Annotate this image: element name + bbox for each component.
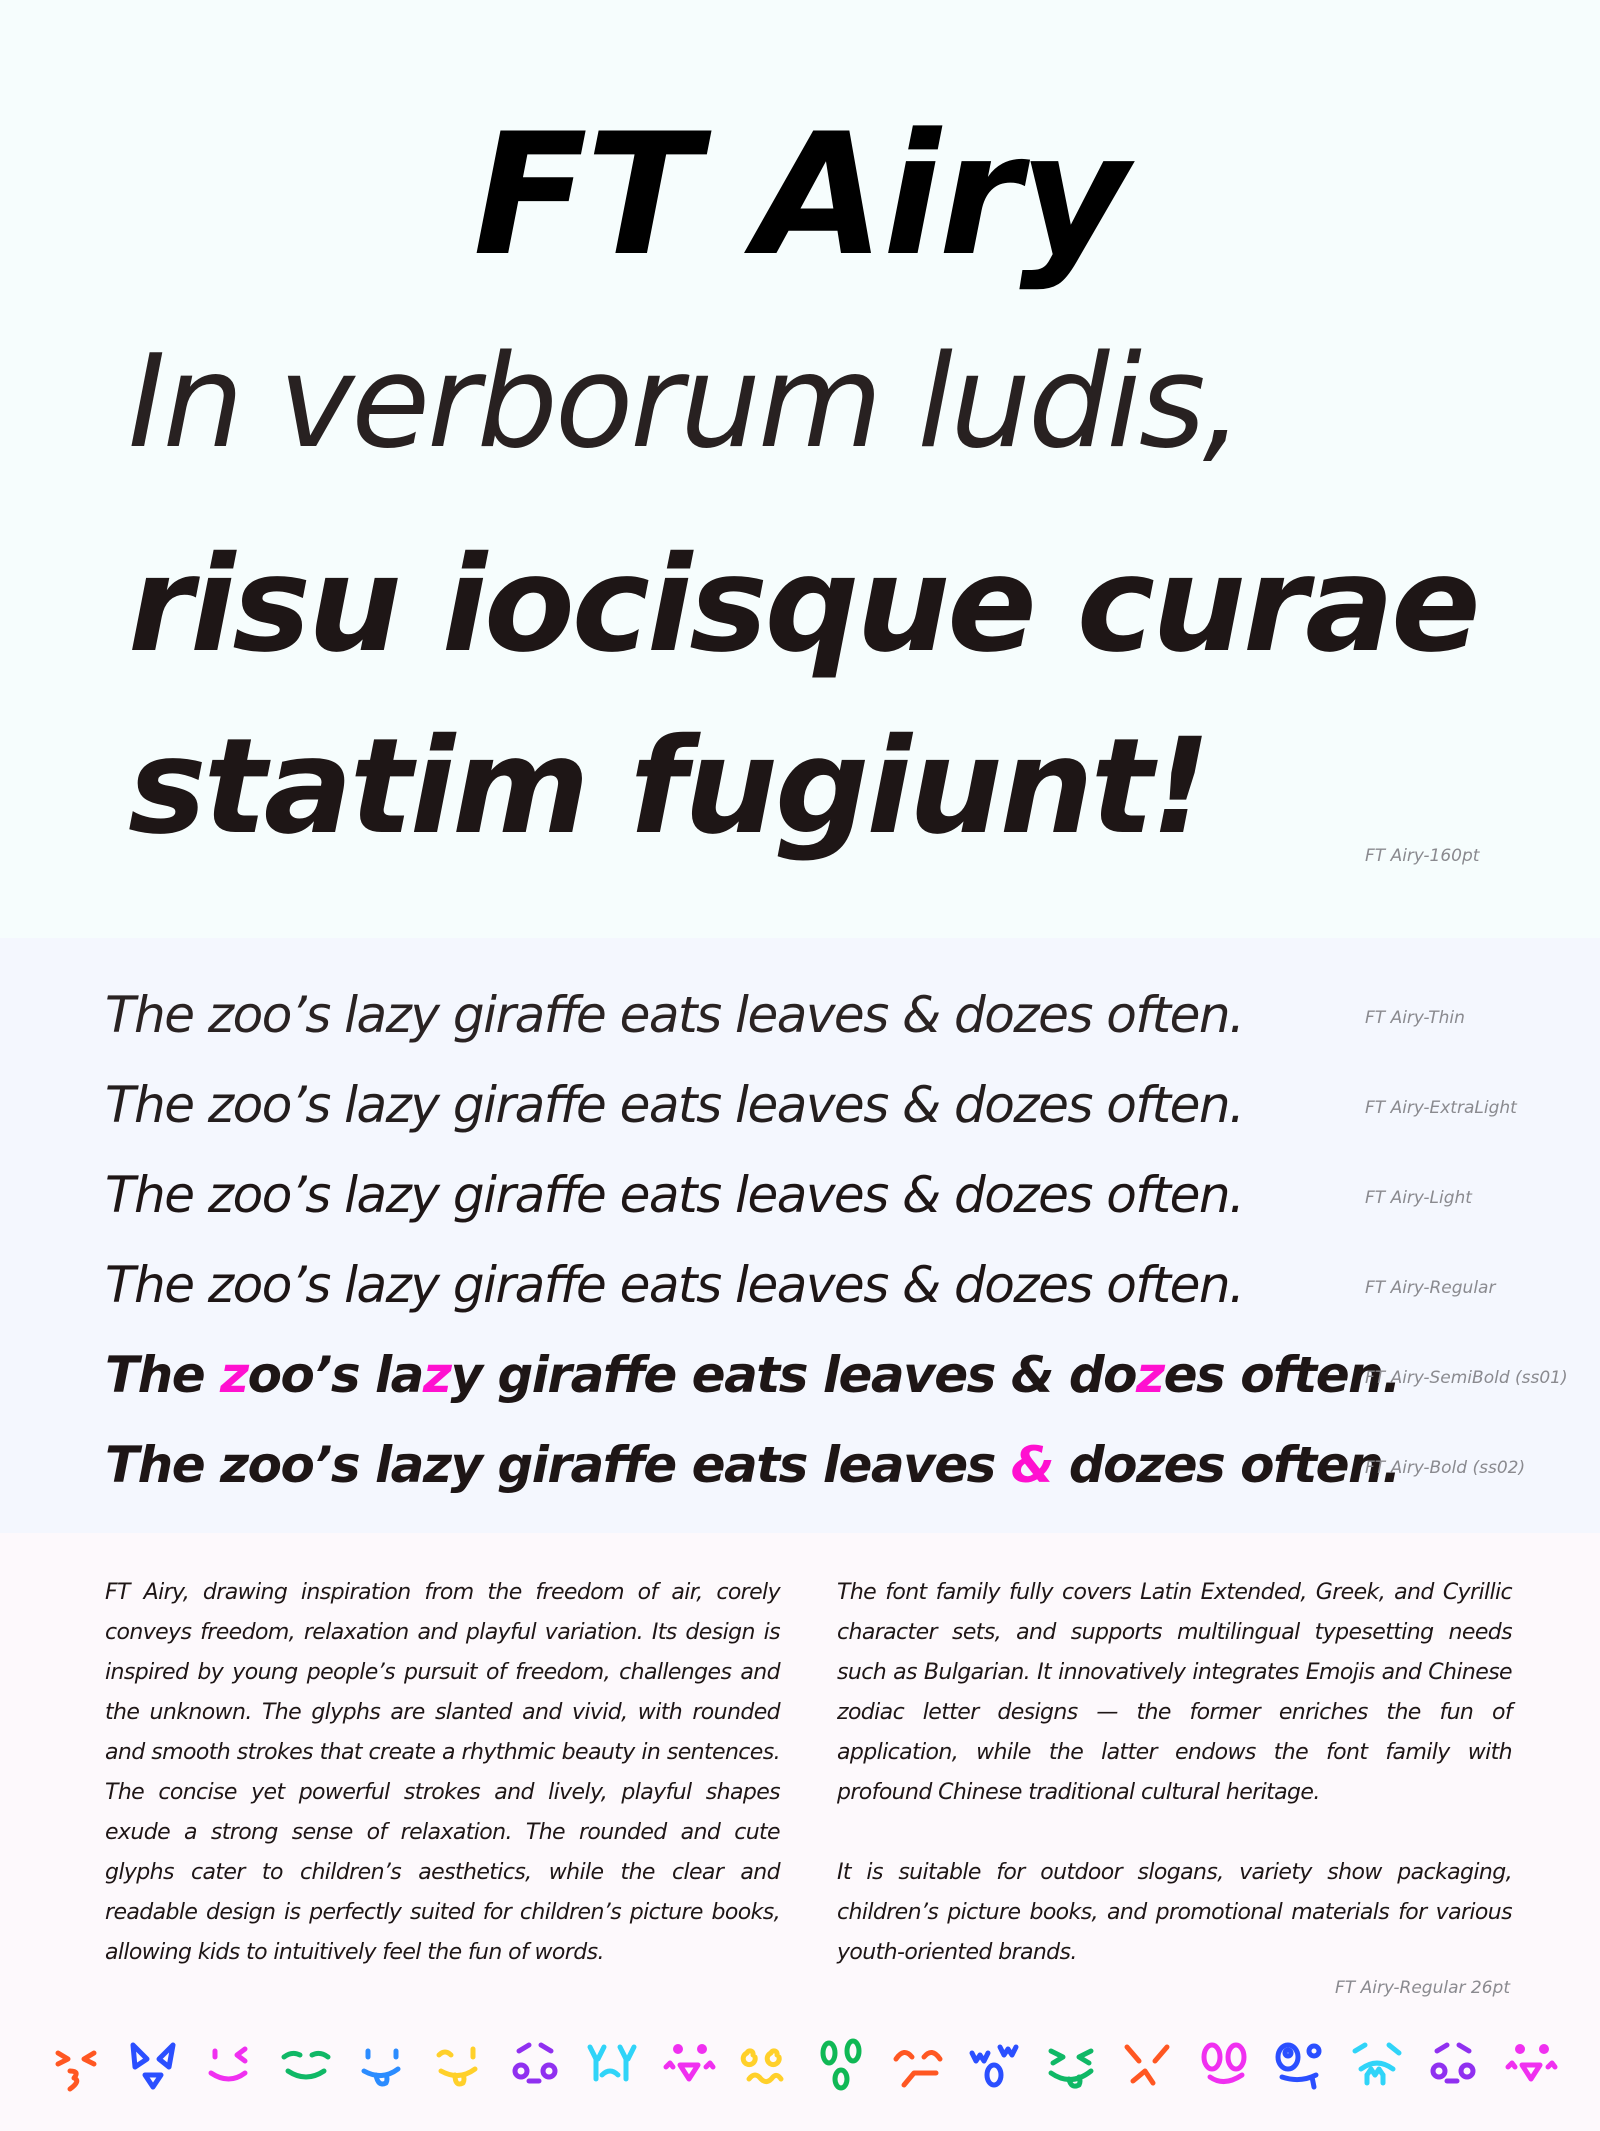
- angry-face-icon: [1119, 2037, 1175, 2093]
- body-column-right: [837, 1573, 1512, 2013]
- display-line-bold-2: statim fugiunt!: [128, 710, 1208, 864]
- cat-triangle-face-icon: [125, 2037, 181, 2093]
- tongue-out-face-icon: [354, 2037, 410, 2093]
- cat-smile-face-icon: [660, 2037, 716, 2093]
- skeptical-face-icon: [507, 2037, 563, 2093]
- tongue-out-happy-face-icon: [431, 2037, 487, 2093]
- text-part: oo’s la: [247, 1346, 423, 1404]
- text-part: es often.: [1163, 1346, 1400, 1404]
- weight-sample-regular: The zoo’s lazy giraffe eats leaves & dozes often.: [105, 1256, 1244, 1314]
- grumpy-face-icon: [1349, 2037, 1405, 2093]
- weight-label-extralight: FT Airy-ExtraLight: [1365, 1098, 1517, 1118]
- weight-label-semibold: FT Airy-SemiBold (ss01): [1365, 1368, 1568, 1388]
- weight-sample-extralight: The zoo’s lazy giraffe eats leaves & dozes often.: [105, 1076, 1244, 1134]
- content-smile-face-icon: [278, 2037, 334, 2093]
- weight-sample-light: The zoo’s lazy giraffe eats leaves & dozes often.: [105, 1166, 1244, 1224]
- smug-face-icon: [890, 2037, 946, 2093]
- highlighted-glyph: z: [220, 1346, 248, 1404]
- highlighted-glyph: z: [1136, 1346, 1164, 1404]
- wink-smile-face-icon: [201, 2037, 257, 2093]
- body-size-label: FT Airy-Regular 26pt: [1335, 1978, 1510, 1998]
- surprised-face-icon: [813, 2037, 869, 2093]
- text-part: The zoo’s lazy giraffe eats leaves: [105, 1436, 1011, 1494]
- wow-face-icon: [966, 2037, 1022, 2093]
- weight-label-light: FT Airy-Light: [1365, 1188, 1472, 1208]
- text-part: dozes often.: [1052, 1436, 1400, 1494]
- highlighted-glyph: z: [422, 1346, 451, 1404]
- dizzy-face-icon: [737, 2037, 793, 2093]
- skeptical-face-icon: [1425, 2037, 1481, 2093]
- text-part: y giraffe eats leaves & do: [450, 1346, 1136, 1404]
- weight-sample-thin: The zoo’s lazy giraffe eats leaves & dozes often.: [105, 986, 1244, 1044]
- emoji-row: [48, 2030, 1558, 2100]
- weight-sample-bold: [105, 1435, 1400, 1495]
- body-column-left: [105, 1573, 780, 2013]
- text-part: The: [105, 1346, 221, 1404]
- big-eyes-smile-face-icon: [1196, 2037, 1252, 2093]
- weight-label-regular: FT Airy-Regular: [1365, 1278, 1496, 1298]
- goofy-face-icon: [1272, 2037, 1328, 2093]
- body-paragraph: It is suitable for outdoor slogans, variety show packaging, children’s picture books, and promotional materials for various youth-oriented brands.: [837, 1860, 1512, 1965]
- kiss-face-icon: [48, 2037, 104, 2093]
- weight-label-bold: FT Airy-Bold (ss02): [1365, 1458, 1526, 1478]
- display-size-label: FT Airy-160pt: [1365, 846, 1480, 866]
- display-line-thin: In verborum ludis,: [128, 328, 1241, 477]
- body-paragraph: The font family fully covers Latin Extended, Greek, and Cyrillic character sets, and supports multilingual typesetting needs such as Bulgarian. It innovatively integrates Emojis and Chinese zodiac letter designs — the former enriches the fun of application, while the latter endows the font family with profound Chinese traditional cultural heritage.: [837, 1580, 1512, 1805]
- display-line-bold-1: risu iocisque curae: [128, 528, 1478, 682]
- weight-sample-semibold: [105, 1345, 1400, 1405]
- crying-face-icon: [584, 2037, 640, 2093]
- font-title: FT Airy: [473, 97, 1127, 293]
- squint-tongue-face-icon: [1043, 2037, 1099, 2093]
- highlighted-glyph: &: [1010, 1436, 1053, 1494]
- cat-smile-face-icon: [1502, 2037, 1558, 2093]
- weight-label-thin: FT Airy-Thin: [1365, 1008, 1465, 1028]
- body-paragraph: FT Airy, drawing inspiration from the freedom of air, corely conveys freedom, relaxation and playful variation. Its design is inspired by young people’s pursuit of freedom, challenges and the unknown. The glyphs are slanted and vivid, with rounded and smooth strokes that create a rhythmic beauty in sentences. The concise yet powerful strokes and lively, playful shapes exude a strong sense of relaxation. The rounded and cute glyphs cater to children’s aesthetics, while the clear and readable design is perfectly suited for children’s picture books, allowing kids to intuitively feel the fun of words.: [105, 1580, 780, 1965]
